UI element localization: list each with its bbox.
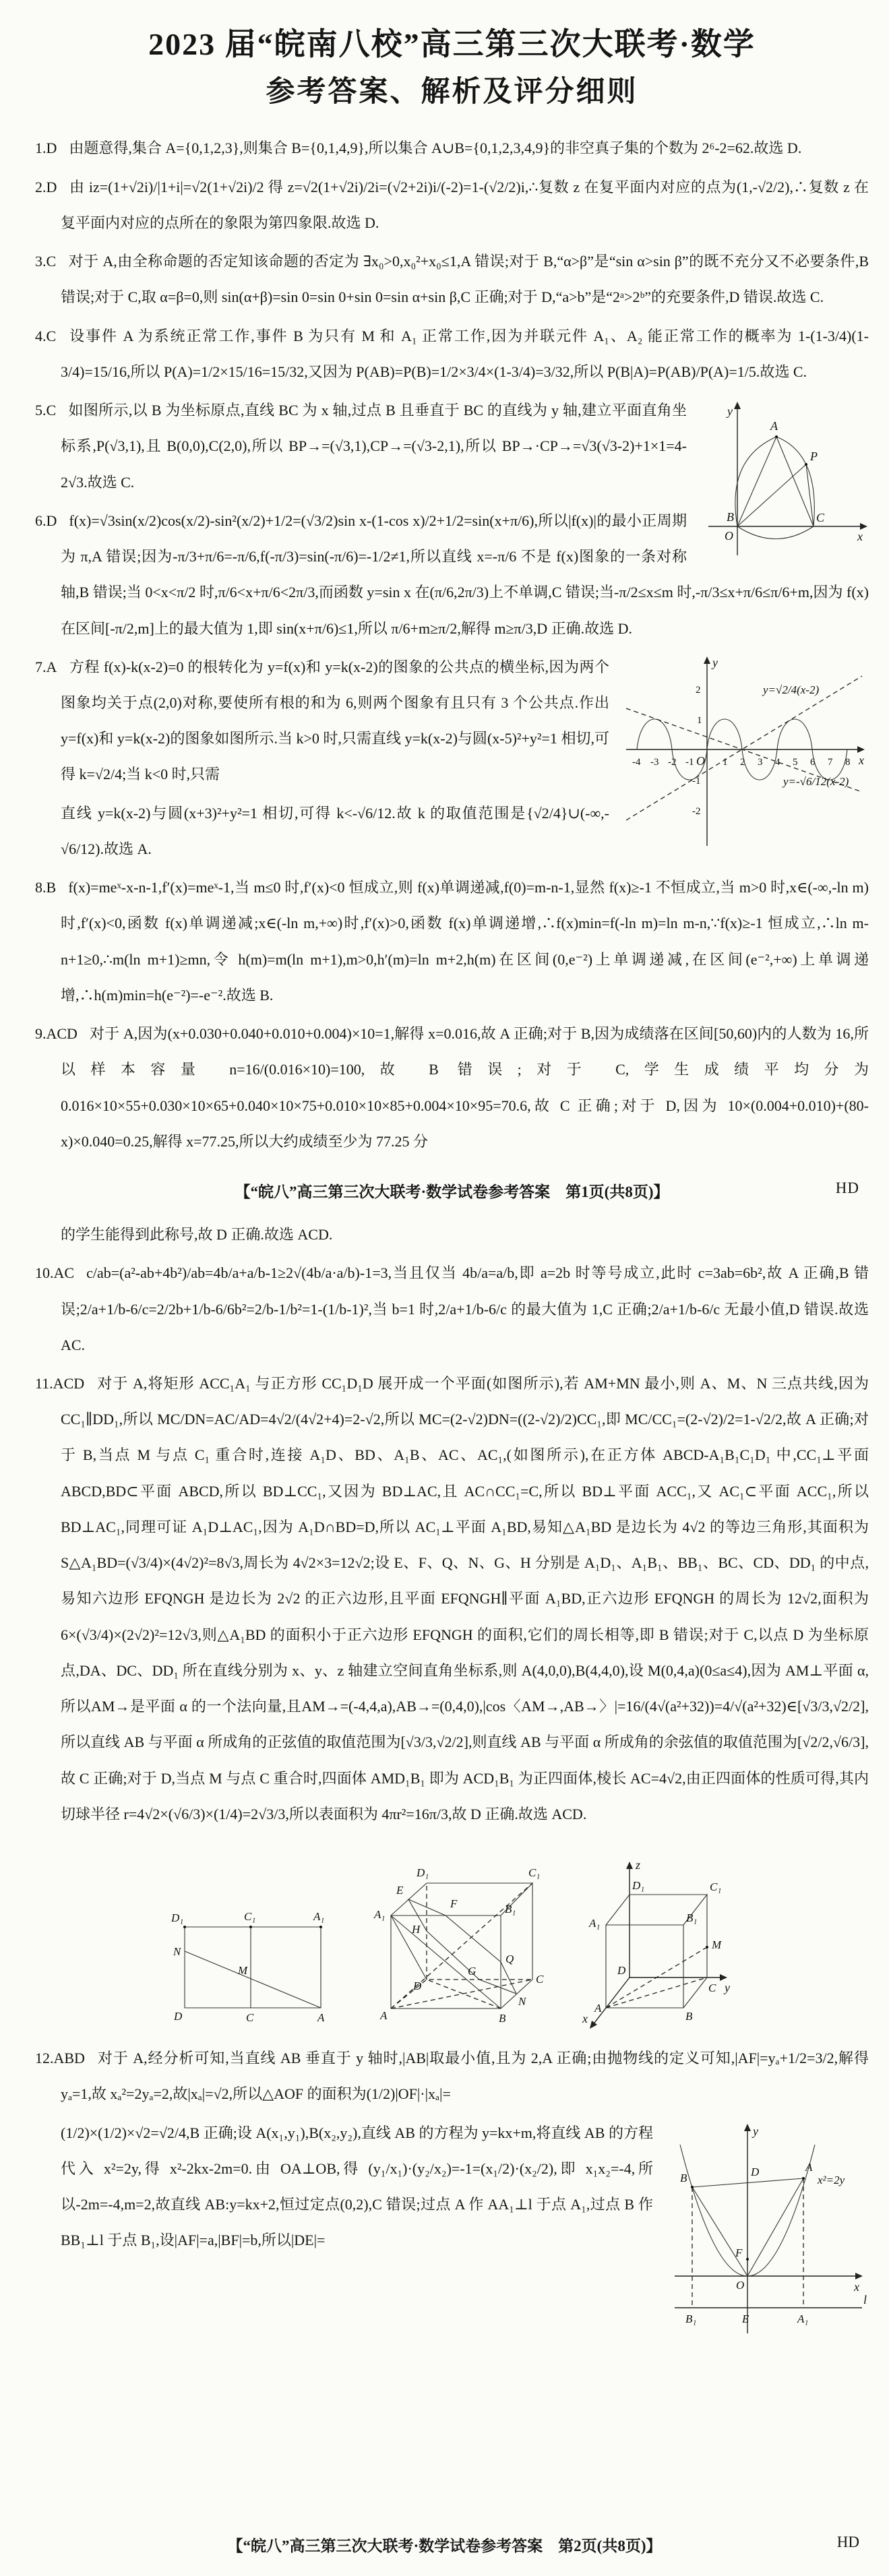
fig7-xtick: 6 (810, 756, 816, 768)
fig7-ytick: -1 (692, 775, 701, 787)
fig12-o-label: O (736, 2278, 745, 2292)
figure-q5-reuleaux-triangle (700, 395, 869, 563)
question-9-body: 对于 A,因为(x+0.030+0.040+0.010+0.004)×10=1,解得 x=0.016,故 A 正确;对于 B,因为成绩落在区间[50,60)内的人数为 16,所以样本容量 n=16/(0.016×10)=100,故 B 错误;对于 C,学生成绩平均分为 0.016×10×55+0.030×10×65+0.040×10×75+0.010×10×85+0.004×10×95=70.6,故 C 正确;对于 D,因为 10×(0.004+0.010)+(80-x)×0.040=0.25,解得 x=77.25,所以大约成绩至少为 77.25 分 (61, 1025, 869, 1150)
fig11c-c-label: C (708, 1982, 716, 1995)
fig12-e-label: E (742, 2312, 749, 2325)
fig11b-n-label: N (518, 1995, 526, 2008)
fig7-line2-equation-label: y=-√6/12(x-2) (783, 774, 849, 788)
fig7-xtick: -2 (668, 756, 677, 768)
fig11b-g-label: G (468, 1965, 477, 1978)
question-11 (35, 1366, 869, 1832)
fig11c-a1-label: A₁ (589, 1917, 601, 1930)
question-2-number: 2.D (35, 178, 57, 195)
fig7-xtick: 7 (828, 756, 833, 768)
page2-footer-text: 【“皖八”高三第三次大联考·数学试卷参考答案 第2页(共8页)】 (227, 2538, 662, 2554)
fig5-point-b-label: B (727, 510, 734, 524)
fig11c-b1-label: B₁ (686, 1911, 698, 1925)
fig7-x-axis-label: x (859, 753, 864, 767)
fig12-f-label: F (735, 2246, 743, 2259)
question-4 (35, 318, 869, 390)
fig7-ytick: 2 (696, 684, 701, 696)
question-11-number: 11.ACD (35, 1374, 85, 1392)
question-7-number: 7.A (35, 658, 57, 675)
fig7-origin-label: O (696, 754, 705, 768)
fig11c-x-axis-label: x (582, 2012, 588, 2026)
question-1-body: 由题意得,集合 A={0,1,2,3},则集合 B={0,1,4,9},所以集合 A∪B={0,1,2,3,4,9}的非空真子集的个数为 2⁶-2=62.故选 D. (69, 140, 802, 157)
fig11c-m-label: M (712, 1938, 722, 1952)
fig12-b-label: B (680, 2171, 687, 2184)
fig12-a1-label: A₁ (797, 2312, 809, 2325)
fig11b-b-label: B (499, 2012, 506, 2025)
question-12-body2: (1/2)×(1/2)×√2=√2/4,B 正确;设 A(x₁,y₁),B(x₂,y₂),直线 AB 的方程为 y=kx+m,将直线 AB 的方程代入 x²=2y,得 x²-2kx-2m=0.由 OA⊥OB,得 (y₁/x₁)·(y₂/x₂)=-1=(x₁/2)·(x₂/2),即 x₁x₂=-4,所以-2m=-4,m=2,故直线 AB:y=kx+2,恒过定点(0,2),C 错误;过点 A 作 AA₁⊥l 于点 A₁,过点 B 作 BB₁⊥l 于点 B₁,设|AF|=a,|BF|=b,所以|DE|= (61, 2124, 653, 2249)
fig7-xtick: 2 (740, 756, 745, 768)
fig12-x-axis-label: x (854, 2279, 859, 2294)
fig12-a-label: A (805, 2160, 813, 2174)
figure-q11-unfolded-rectangle (170, 1899, 332, 2033)
fig11a-c-label: C (246, 2011, 254, 2025)
question-12 (35, 2040, 869, 2112)
question-3 (35, 243, 869, 315)
fig11a-a1-label: A₁ (313, 1910, 325, 1924)
question-5-body: 如图所示,以 B 为坐标原点,直线 BC 为 x 轴,过点 B 且垂直于 BC 的直线为 y 轴,建立平面直角坐标系,P(√3,1),且 B(0,0),C(2,0),所以 BP→=(√3,1),CP→=(√3-2,1),所以 BP→·CP→=√3(√3-2)+1×1=4-2√3.故选 C. (61, 402, 687, 491)
question-8-body: f(x)=meˣ-x-n-1,f′(x)=meˣ-1,当 m≤0 时,f′(x)<0 恒成立,则 f(x)单调递减,f(0)=m-n-1,显然 f(x)≥-1 不恒成立,当 m>0 时,x∈(-∞,-ln m)时,f′(x)<0,函数 f(x)单调递减;x∈(-ln m,+∞)时,f′(x)>0,函数 f(x)单调递增,∴f(x)min=f(-ln m)=ln m-n,∵f(x)≥-1 恒成立,∴ln m-n+1≥0,∴m(ln m+1)≥mn,令 h(m)=m(ln m+1),m>0,h′(m)=ln m+2,h(m)在区间(0,e⁻²)上单调递减,在区间(e⁻²,+∞)上单调递增,∴h(m)min=h(e⁻²)=-e⁻².故选 B. (61, 879, 869, 1004)
fig7-line1-equation-label: y=√2/4(x-2) (763, 683, 820, 696)
fig5-y-axis-label: y (727, 404, 733, 419)
figure-q11-cube-axes (576, 1846, 734, 2033)
fig7-xtick: 5 (793, 756, 798, 768)
fig11b-e-label: E (396, 1884, 404, 1897)
figure-q11-cube-hexagon (363, 1841, 545, 2033)
doc-title-line1: 2023 届“皖南八校”高三第三次大联考·数学 (148, 27, 756, 61)
fig11b-d1-label: D₁ (417, 1866, 429, 1880)
fig11c-y-axis-label: y (725, 1981, 730, 1995)
fig11a-n-label: N (173, 1945, 181, 1959)
fig11a-c1-label: C₁ (244, 1910, 256, 1924)
question-8-number: 8.B (35, 879, 57, 896)
fig11a-d1-label: D₁ (171, 1911, 184, 1925)
question-11-body: 对于 A,将矩形 ACC₁A₁ 与正方形 CC₁D₁D 展开成一个平面(如图所示),若 AM+MN 最小,则 A、M、N 三点共线,因为 CC₁∥DD₁,所以 MC/DN=AC/AD=4√2/(4√2+4)=2-√2,所以 MC=(2-√2)DN=((2-√2)/2)CC₁,即 MC/CC₁=(2-√2)/2=1-√2/2,故 A 正确;对于 B,当点 M 与点 C₁ 重合时,连接 A₁D、BD、A₁B、AC、AC₁,(如图所示),在正方体 ABCD-A₁B₁C₁D₁ 中,CC₁⊥平面 ABCD,BD⊂平面 ABCD,所以 BD⊥CC₁,又因为 BD⊥AC,且 AC∩CC₁=C,所以 BD⊥平面 ACC₁,又 AC₁⊂平面 ACC₁,所以 BD⊥AC₁,同理可证 A₁D⊥AC₁,因为 A₁D∩BD=D,所以 AC₁⊥平面 A₁BD,易知△A₁BD 是边长为 4√2 的等边三角形,其面积为 S△A₁BD=(√3/4)×(4√2)²=8√3,周长为 4√2×3=12√2;设 E、F、Q、N、G、H 分别是 A₁D₁、A₁B₁、BB₁、BC、CD、DD₁ 的中点,易知六边形 EFQNGH 是边长为 2√2 的正六边形,且平面 EFQNGH∥平面 A₁BD,正六边形 EFQNGH 的周长为 12√2,面积为 6×(√3/4)×(2√2)²=12√3,则△A₁BD 的面积小于正六边形 EFQNGH 的面积,它们的周长相等,即 B 错误;对于 C,以点 D 为坐标原点,DA、DC、DD₁ 所在直线分别为 x、y、z 轴建立空间直角坐标系,则 A(4,0,0),B(4,4,0),设 M(0,4,a)(0≤a≤4),因为 AM⊥平面 α,所以AM→是平面 α 的一个法向量,且AM→=(-4,4,a),AB→=(0,4,0),|cos〈AM→,AB→〉|=16/(4√(a²+32))=4/√(a²+32)∈[√3/3,√2/2],所以直线 AB 与平面 α 所成角的正弦值的取值范围为[√3/3,√2/2],则直线 AB 与平面 α 所成角的余弦值的取值范围为[√2/2,√6/3],故 C 正确;对于 D,当点 M 与点 C 重合时,四面体 AMD₁B₁ 即为 ACD₁B₁ 为正四面体,棱长 AC=4√2,由正四面体的性质可得,其内切球半径 r=4√2×(√6/3)×(1/4)=2√3/3,所以表面积为 4πr²=16π/3,故 D 正确.故选 ACD. (61, 1374, 869, 1822)
fig11c-z-axis-label: z (636, 1858, 641, 1872)
fig5-point-a-label: A (770, 419, 778, 433)
question-12-number: 12.ABD (35, 2050, 85, 2067)
question-4-number: 4.C (35, 327, 57, 344)
fig11c-b-label: B (685, 2010, 693, 2023)
fig5-origin-label: O (725, 529, 733, 543)
question-9 (35, 1016, 869, 1159)
page1-footer-text: 【“皖八”高三第三次大联考·数学试卷参考答案 第1页(共8页)】 (235, 1184, 669, 1201)
fig11c-a-label: A (594, 2002, 602, 2015)
fig5-x-axis-label: x (857, 530, 863, 544)
page2-footer (0, 2534, 889, 2556)
fig11b-f-label: F (450, 1897, 458, 1911)
fig5-point-c-label: C (816, 511, 825, 525)
question-9-number: 9.ACD (35, 1025, 78, 1043)
question-3-body: 对于 A,由全称命题的否定知该命题的否定为 ∃x₀>0,x₀²+x₀≤1,A 错误;对于 B,“α>β”是“sin α>sin β”的既不充分又不必要条件,B 错误;对于 C,取 α=β=0,则 sin(α+β)=sin 0=sin 0+sin 0=sin α+sin β,C 正确;对于 D,“a>b”是“2ᵃ>2ᵇ”的充要条件,D 错误.故选 C. (61, 253, 869, 306)
fig7-ytick: 1 (697, 714, 702, 726)
fig11a-a-label: A (317, 2011, 325, 2025)
question-9-body2: 的学生能得到此称号,故 D 正确.故选 ACD. (61, 1226, 333, 1244)
question-6-body: f(x)=√3sin(x/2)cos(x/2)-sin²(x/2)+1/2=(√3/2)sin x-(1-cos x)/2+1/2=sin(x+π/6),所以|f(x)|的最小正周期为 π,A 错误;因为-π/3+π/6=-π/6,f(-π/3)=sin(-π/6)=-1/2≠1,所以直线 x=-π/6 不是 f(x)图象的一条对称轴,B 错误;当 0<x<π/2 时,π/6<x+π/6<2π/3,而函数 y=sin x 在(π/6,2π/3)上不单调,C 错误;当-π/2≤x≤m 时,-π/3≤x+π/6≤π/6+m,因为 f(x)在区间[-π/2,m]上的最大值为 1,即 sin(x+π/6)≤1,所以 π/6+m≥π/2,解得 m≥π/3,D 正确.故选 D. (61, 512, 869, 637)
question-10-body: c/ab=(a²-ab+4b²)/ab=4b/a+a/b-1≥2√(4b/a·a/b)-1=3,当且仅当 4b/a=a/b,即 a=2b 时等号成立,此时 c=3ab=6b²,故 A 正确,B 错误;2/a+1/b-6/c=2/2b+1/b-6/6b²=2/b-1/b²=1-(1/b-1)²,当 b=1 时,2/a+1/b-6/c 的最大值为 1,C 正确;2/a+1/b-6/c 无最小值,D 错误.故选 AC. (61, 1264, 869, 1353)
fig7-xtick: 3 (758, 756, 763, 768)
question-3-number: 3.C (35, 253, 57, 270)
page1-footer-mark: HD (835, 1179, 859, 1197)
question-12-body: 对于 A,经分析可知,当直线 AB 垂直于 y 轴时,|AB|取最小值,且为 2,A 正确;由抛物线的定义可知,|AF|=yₐ+1/2=3/2,解得 yₐ=1,故 xₐ²=2yₐ=2,故|xₐ|=√2,所以△AOF 的面积为(1/2)|OF|·|xₐ|= (61, 2050, 869, 2103)
fig11a-d-label: D (174, 2010, 183, 2023)
fig5-point-p-label: P (810, 450, 818, 464)
fig7-y-axis-label: y (712, 655, 718, 669)
fig7-xtick: 1 (723, 756, 728, 768)
question-2-body: 由 iz=(1+√2i)/|1+i|=√2(1+√2i)/2 得 z=√2(1+√2i)/2i=(√2+2i)i/(-2)=1-(√2/2)i,∴复数 z 在复平面内对应的点为(1,-√2/2),∴复数 z 在复平面内对应的点所在的象限为第四象限.故选 D. (61, 178, 869, 231)
question-5-number: 5.C (35, 402, 57, 419)
fig11b-c-label: C (536, 1973, 544, 1986)
question-7-body: 方程 f(x)-k(x-2)=0 的根转化为 y=f(x)和 y=k(x-2)的图象的公共点的横坐标,因为两个图象均关于点(2,0)对称,要使所有根的和为 6,则两个图象有且只有 3 个公共点.作出 y=f(x)和 y=k(x-2)的图象如图所示.当 k>0 时,只需直线 y=k(x-2)与圆(x-5)²+y²=1 相切,可得 k=√2/4;当 k<0 时,只需 (61, 658, 609, 783)
fig7-ytick: -2 (692, 805, 701, 817)
fig11b-q-label: Q (505, 1953, 514, 1966)
fig11b-c1-label: C₁ (528, 1866, 541, 1880)
question-1-number: 1.D (35, 140, 57, 157)
fig11c-d-label: D (617, 1964, 626, 1977)
fig7-xtick: 8 (845, 756, 851, 768)
question-9-continued (35, 1217, 869, 1252)
fig11c-d1-label: D₁ (632, 1879, 645, 1893)
question-10 (35, 1255, 869, 1363)
fig7-xtick: 4 (775, 756, 780, 768)
figure-row-q11 (35, 1841, 869, 2033)
fig12-b1-label: B₁ (685, 2312, 697, 2325)
page2-footer-mark: HD (836, 2534, 859, 2550)
figure-q7-wave-graph (623, 652, 869, 854)
doc-title-line2: 参考答案、解析及评分细则 (266, 76, 638, 109)
fig11a-m-label: M (238, 1964, 248, 1977)
question-6-number: 6.D (35, 512, 57, 529)
question-8 (35, 869, 869, 1013)
fig7-xtick: -3 (650, 756, 659, 768)
question-1 (35, 130, 869, 166)
fig11c-c1-label: C₁ (710, 1880, 722, 1894)
fig12-l-line-label: l (863, 2292, 867, 2306)
fig11b-d-label: D (413, 1980, 422, 1993)
fig12-d-label: D (751, 2165, 760, 2178)
question-7-body2: 直线 y=k(x-2)与圆(x+3)²+y²=1 相切,可得 k<-√6/12.故 k 的取值范围是{√2/4}∪(-∞,-√6/12).故选 A. (61, 804, 609, 857)
question-4-body: 设事件 A 为系统正常工作,事件 B 为只有 M 和 A₁ 正常工作,因为并联元件 A₁、A₂ 能正常工作的概率为 1-(1-3/4)(1-3/4)=15/16,所以 P(A)=1/2×15/16=15/32,又因为 P(AB)=P(B)=1/2×3/4×(1-3/4)=3/32,所以 P(B|A)=P(AB)/P(A)=1/5.故选 C. (61, 327, 869, 380)
fig11b-b1-label: B₁ (505, 1903, 516, 1916)
figure-q12-parabola (667, 2118, 869, 2340)
fig11b-a1-label: A₁ (374, 1908, 386, 1922)
page1-footer (35, 1179, 869, 1202)
fig12-y-axis-label: y (753, 2124, 758, 2138)
fig11b-h-label: H (412, 1923, 421, 1936)
fig7-xtick: -1 (685, 756, 694, 768)
question-10-number: 10.AC (35, 1264, 75, 1282)
fig12-curve-equation-label: x²=2y (818, 2173, 845, 2186)
fig11b-a-label: A (380, 2009, 388, 2023)
question-2 (35, 169, 869, 241)
fig7-xtick: -4 (632, 756, 641, 768)
